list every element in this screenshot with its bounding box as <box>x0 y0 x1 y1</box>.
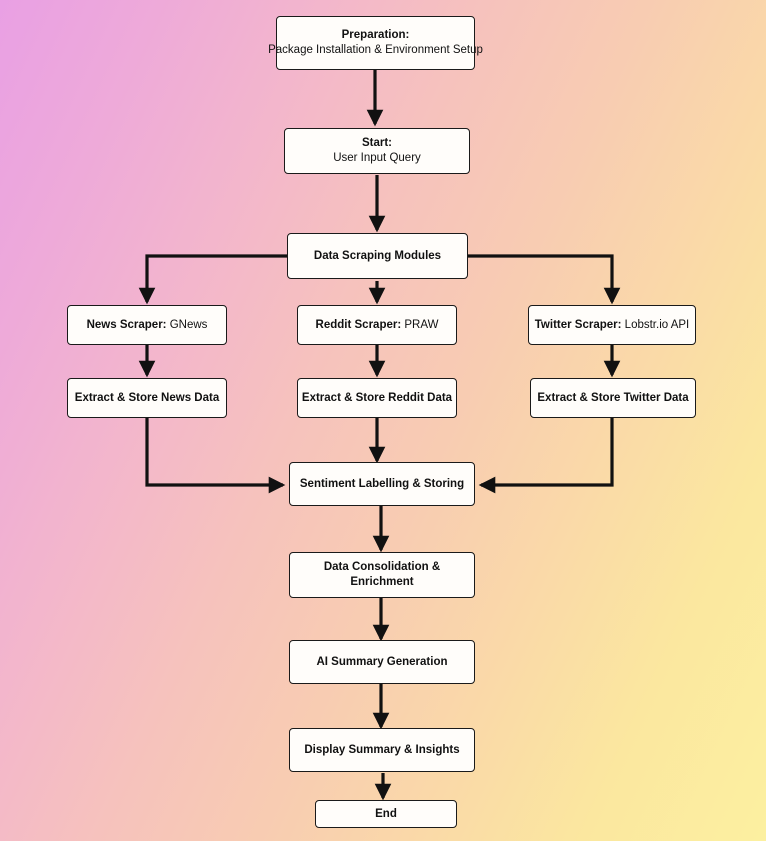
node-extract-store-news[interactable] <box>67 378 227 418</box>
node-end-label: End <box>375 807 397 820</box>
node-start-detail: User Input Query <box>333 152 421 164</box>
node-reddit-scraper-title: Reddit Scraper: <box>315 318 402 331</box>
node-display-summary-label: Display Summary & Insights <box>304 743 460 756</box>
node-preparation-title: Preparation: <box>341 29 410 42</box>
node-data-consolidation-line1: Data Consolidation & <box>323 561 441 574</box>
node-reddit-scraper-text <box>316 318 439 333</box>
node-extract-store-news-label: Extract & Store News Data <box>74 391 220 404</box>
node-ai-summary-generation-label: AI Summary Generation <box>316 655 448 668</box>
node-data-consolidation-line2: Enrichment <box>350 576 414 588</box>
node-news-scraper[interactable] <box>67 305 227 345</box>
node-end[interactable] <box>315 800 457 828</box>
node-twitter-scraper-text <box>535 318 689 333</box>
node-preparation[interactable] <box>268 16 483 70</box>
node-data-consolidation-text <box>324 560 440 590</box>
node-twitter-scraper[interactable] <box>528 305 696 345</box>
node-display-summary[interactable] <box>289 728 475 772</box>
node-sentiment-labelling[interactable] <box>289 462 475 506</box>
node-news-scraper-detail: GNews <box>169 318 208 331</box>
node-start-text <box>333 136 421 166</box>
node-start-title: Start: <box>361 137 392 150</box>
node-news-scraper-title: News Scraper: <box>86 318 167 331</box>
node-ai-summary-generation[interactable] <box>289 640 475 684</box>
node-extract-store-twitter[interactable] <box>530 378 696 418</box>
node-start[interactable] <box>284 128 470 174</box>
node-data-consolidation[interactable] <box>289 552 475 598</box>
node-news-scraper-text <box>87 318 208 333</box>
node-reddit-scraper[interactable] <box>297 305 457 345</box>
node-sentiment-labelling-label: Sentiment Labelling & Storing <box>299 477 465 490</box>
node-extract-store-twitter-label: Extract & Store Twitter Data <box>537 391 689 404</box>
node-extract-store-reddit[interactable] <box>297 378 457 418</box>
node-preparation-text <box>268 28 483 58</box>
node-extract-store-reddit-label: Extract & Store Reddit Data <box>301 391 453 404</box>
node-reddit-scraper-detail: PRAW <box>404 318 439 331</box>
node-twitter-scraper-detail: Lobstr.io API <box>624 318 690 331</box>
node-twitter-scraper-title: Twitter Scraper: <box>534 318 622 331</box>
node-preparation-detail: Package Installation & Environment Setup <box>268 44 483 56</box>
node-data-scraping-modules[interactable] <box>287 233 468 279</box>
node-data-scraping-modules-label: Data Scraping Modules <box>313 249 442 262</box>
